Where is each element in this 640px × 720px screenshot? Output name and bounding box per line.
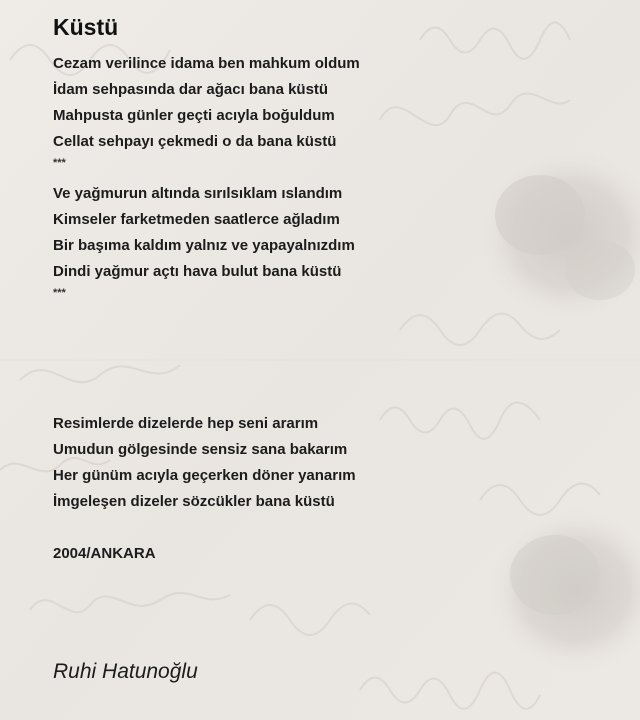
author-signature: Ruhi Hatunoğlu: [53, 660, 198, 683]
stanza-3: [53, 411, 356, 515]
poem-line: Umudun gölgesinde sensiz sana bakarım: [53, 441, 348, 458]
stanza-separator: ***: [53, 157, 66, 169]
stanza-2: [53, 181, 355, 301]
poem-line: Mahpusta günler geçti acıyla boğuldum: [53, 107, 335, 124]
stanza-1: [53, 51, 360, 171]
poem-line: Resimlerde dizelerde hep seni ararım: [53, 415, 319, 432]
poem-line: Bir başıma kaldım yalnız ve yapayalnızdım: [53, 237, 355, 254]
poem-line: İmgeleşen dizeler sözcükler bana küstü: [53, 493, 335, 510]
poem-line: Cezam verilince idama ben mahkum oldum: [53, 55, 360, 72]
poem-line: Ve yağmurun altında sırılsıklam ıslandım: [53, 185, 343, 202]
place-date: 2004/ANKARA: [53, 545, 156, 562]
poem-title: Küstü: [53, 14, 119, 40]
poem-line: Her günüm acıyla geçerken döner yanarım: [53, 467, 356, 484]
poem-line: Cellat sehpayı çekmedi o da bana küstü: [53, 133, 337, 150]
poem-line: Dindi yağmur açtı hava bulut bana küstü: [53, 263, 342, 280]
poem-line: Kimseler farketmeden saatlerce ağladım: [53, 211, 340, 228]
stanza-separator: ***: [53, 287, 66, 299]
poem-line: İdam sehpasında dar ağacı bana küstü: [53, 81, 329, 98]
